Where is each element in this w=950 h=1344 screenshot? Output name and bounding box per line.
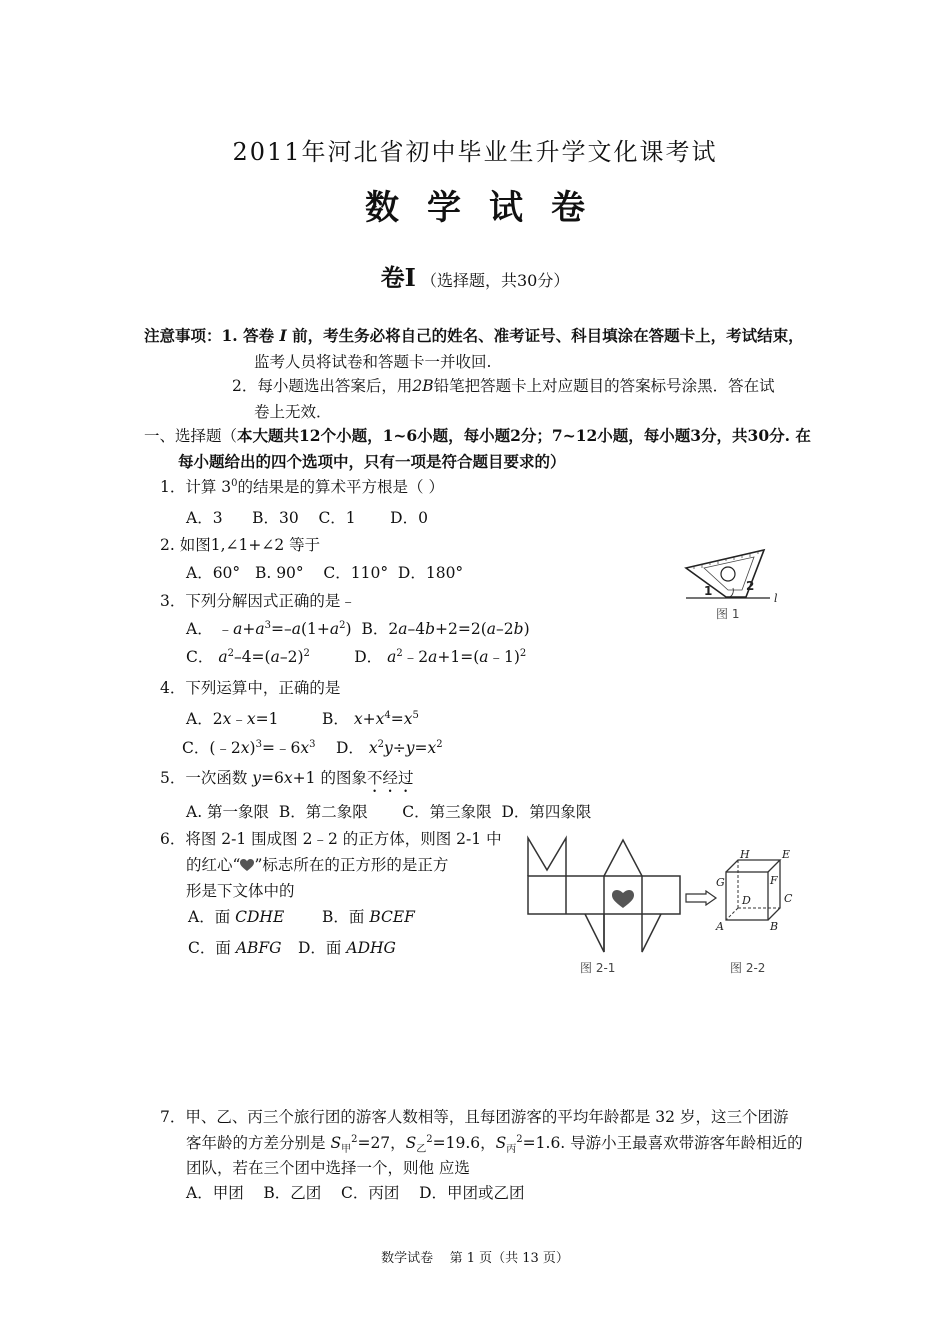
- q5-options: A. 第一象限 B．第二象限 C．第三象限 D．第四象限: [186, 803, 592, 821]
- q6-line2-b: ”标志所在的正方形的是正方: [254, 856, 449, 874]
- q4-optA-label: A．2: [186, 710, 223, 728]
- q5-stem-func: y: [252, 769, 262, 787]
- notice-item1-roman: Ⅰ: [279, 326, 287, 345]
- section1-heading-a: 一、选择题（: [144, 427, 238, 445]
- notice-line-1: [144, 326, 804, 346]
- q5-stem-emphasis: 不经过: [366, 769, 414, 787]
- q6-option-d: [298, 938, 396, 958]
- cube-top-face: [726, 860, 780, 872]
- notice-item2-c: 铅笔把答题卡上对应题目的答案标号涂黑．答在试: [433, 377, 775, 395]
- heart-icon: [240, 857, 254, 877]
- fig1-angle-arc: [730, 588, 733, 597]
- q4-option-c: C．$(﹣2x)^3=﹣6x^3$: [182, 739, 316, 757]
- fig21-caption: 图 2-1: [580, 961, 616, 975]
- q6-optC-val: ABFG: [235, 939, 282, 957]
- cube-right-edge: [768, 860, 780, 920]
- notice-item2-a: 2．每小题选出答案后，用: [232, 377, 413, 395]
- q1-stem: [160, 477, 444, 497]
- section1-heading-b: 本大题共12个小题，1~6小题，每小题2分；7~12小题，每小题3分，共30分. 在: [237, 426, 811, 445]
- q4-optC-label: C．(﹣2: [182, 739, 241, 757]
- q3-stem: 3．下列分解因式正确的是﹣: [160, 592, 356, 610]
- figure-2-1: [520, 832, 690, 980]
- q1-stem-sup: 0: [231, 478, 238, 489]
- exam-title: 2011年河北省初中毕业生升学文化课考试: [232, 138, 718, 166]
- q7-v-jia: =27，: [357, 1134, 406, 1152]
- section1-heading: [144, 426, 811, 446]
- q3-option-ab: A． $﹣a+a^3=-a(1+a^2)$ B．2a–4b+2=2(a–2b): [186, 620, 530, 638]
- volume-label: 卷Ⅰ: [380, 263, 416, 292]
- q4-option-a: A．2x﹣x=1: [186, 710, 279, 728]
- notice-item1-prefix: 1. 答卷: [221, 326, 275, 345]
- q4-stem: 4．下列运算中，正确的是: [160, 679, 341, 697]
- net-bottom-right: [642, 914, 661, 952]
- q7-line1: 7．甲、乙、丙三个旅行团的游客人数相等，且每团游客的平均年龄都是 32 岁，这三个团游: [160, 1108, 789, 1126]
- notice-item1-rest: 前，考生务必将自己的姓名、准考证号、科目填涂在答题卡上，考试结束，: [292, 326, 804, 345]
- q6-optB-label: B．面: [322, 908, 365, 926]
- q4-option-d: D． $x^2y\div y=x^2$: [336, 739, 443, 757]
- q2-stem: 2. 如图1,∠1+∠2 等于: [160, 536, 321, 554]
- cube-vertex-label: A: [716, 920, 724, 933]
- q7-s-jia: 甲: [341, 1144, 352, 1156]
- cube-vertex-label: C: [784, 892, 793, 905]
- q6-option-a: [188, 907, 284, 927]
- notice-item2-b: 2B: [412, 377, 434, 395]
- q1-stem-a: 1．计算 3: [160, 478, 232, 496]
- fig1-angle2-label: 2: [746, 579, 755, 593]
- q6-optD-val: ADHG: [346, 939, 396, 957]
- cube-vertex-label: H: [740, 848, 750, 861]
- q2-options: A．60° B. 90° C．110° D．180°: [186, 564, 464, 582]
- q7-v-yi: =19.6，: [432, 1134, 496, 1152]
- q7-s-yi: 乙: [416, 1144, 427, 1156]
- q6-line2: [186, 855, 448, 877]
- cube-vertex-label: B: [770, 920, 779, 933]
- q7-line3: 团队，若在三个团中选择一个，则他 应选: [186, 1159, 470, 1177]
- notice-line-2: 监考人员将试卷和答题卡一并收回.: [254, 353, 492, 371]
- q6-optC-label: C．面: [188, 939, 231, 957]
- q6-line1: 6．将图 2-1 围成图 2﹣2 的正方体，则图 2-1 中: [160, 830, 502, 848]
- q6-optA-val: CDHE: [235, 908, 285, 926]
- q3-optC-label: C．: [186, 648, 214, 666]
- net-bottom-left: [585, 914, 604, 952]
- q6-optB-val: BCEF: [369, 908, 415, 926]
- cube-vertex-label: G: [716, 876, 725, 889]
- q5-stem-d: +1 的图象: [292, 769, 367, 787]
- q6-line2-a: 的红心“: [186, 856, 241, 874]
- paper-title: 数学试卷: [365, 188, 613, 228]
- page-footer: 数学试卷 第 1 页（共 13 页）: [381, 1251, 569, 1266]
- notice-label: 注意事项：: [144, 326, 222, 345]
- q6-optD-label: D．面: [298, 939, 342, 957]
- q3-optB-label: B．2: [361, 620, 399, 638]
- notice-line-3: [232, 376, 775, 396]
- q3-optA-label: A． ﹣: [186, 620, 234, 638]
- q6-optA-label: A．面: [188, 908, 231, 926]
- q6-line3: 形是下文体中的: [186, 882, 295, 900]
- q3-option-cd: C． $a^2-4=(a-2)^2$ D． $a^2﹣2a+1=(a﹣1)^2$: [186, 648, 527, 666]
- q4-optB-label: B．: [322, 710, 349, 728]
- q7-options: A．甲团 B．乙团 C．丙团 D．甲团或乙团: [186, 1184, 525, 1202]
- heart-icon: [612, 890, 634, 908]
- q7-line2-a: 客年龄的方差分别是: [186, 1134, 326, 1152]
- q3-optD-label: D．: [354, 648, 383, 666]
- cube-vertex-label: E: [782, 848, 791, 861]
- q5-stem-b: =6: [261, 769, 284, 787]
- fig1-angle1-label: 1: [704, 584, 713, 598]
- q7-line2: 客年龄的方差分别是 $S_甲^2=27$，$S_乙^2=19.6$，$S_丙^2=1.6$. 导游小王最喜欢带游客年龄相近的: [186, 1134, 803, 1156]
- notice-line-4: 卷上无效．: [254, 403, 332, 421]
- net-top-triangle: [604, 840, 642, 876]
- figure-2-2: [712, 846, 802, 980]
- figure-1: [682, 544, 792, 624]
- q7-s-bing: 丙: [506, 1144, 517, 1156]
- q4-optD-label: D．: [336, 739, 364, 757]
- q4-option-b: B． $x+x^4=x^5$: [322, 710, 419, 728]
- volume-note: （选择题，共30分）: [420, 271, 570, 290]
- q6-option-b: [322, 907, 415, 927]
- fig22-caption: 图 2-2: [730, 961, 766, 975]
- fig1-caption: 图 1: [716, 607, 740, 621]
- cube-vertex-label: F: [770, 874, 778, 887]
- q7-v-bing: =1.6. 导游小王最喜欢带游客年龄相近的: [522, 1134, 803, 1152]
- net-top-left: [528, 838, 566, 876]
- q1-options: A．3 B．30 C．1 D．0: [186, 509, 428, 527]
- section1-heading-line2: 每小题给出的四个选项中，只有一项是符合题目要求的）: [178, 452, 566, 471]
- volume-heading: [0, 258, 950, 293]
- cube-vertex-label: D: [742, 894, 751, 907]
- q6-option-c: [188, 938, 282, 958]
- fig1-hole: [721, 567, 735, 581]
- q5-stem-a: 5．一次函数: [160, 769, 253, 787]
- q5-stem-c: x: [283, 769, 293, 787]
- q1-stem-b: 的结果是的算术平方根是（ ）: [237, 478, 444, 496]
- q5-stem: [160, 768, 413, 796]
- fig1-line-label: l: [774, 592, 778, 605]
